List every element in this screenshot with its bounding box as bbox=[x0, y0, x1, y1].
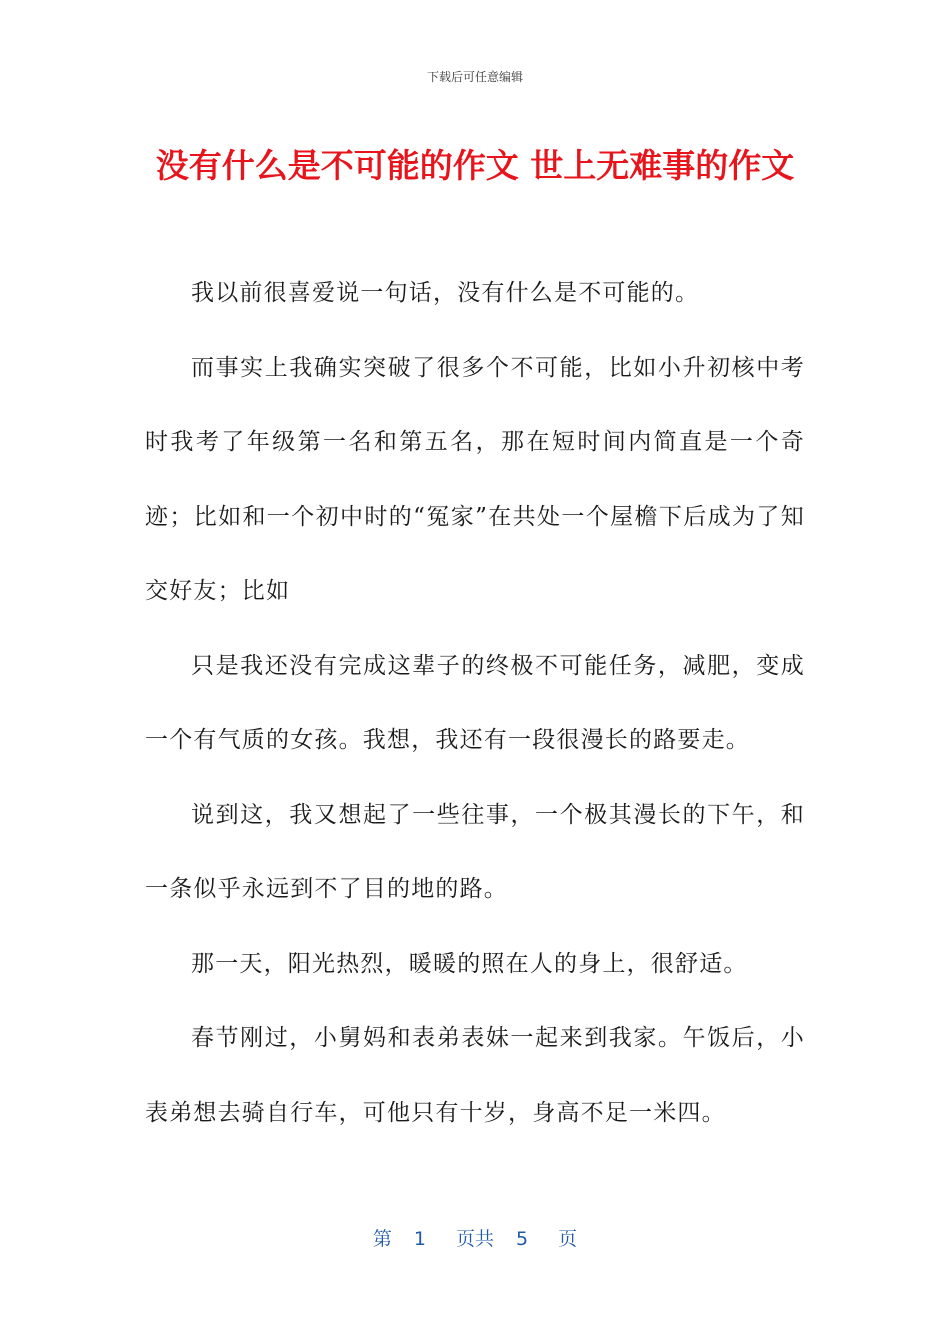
footer-middle: 页共 bbox=[455, 1228, 494, 1250]
header-note: 下载后可任意编辑 bbox=[426, 70, 523, 84]
paragraph-5: 那一天，阳光热烈，暖暖的照在人的身上，很舒适。 bbox=[191, 950, 748, 977]
footer-total-pages: 5 bbox=[516, 1228, 529, 1250]
footer-current-page: 1 bbox=[413, 1228, 426, 1250]
paragraph-2: 而事实上我确实突破了很多个不可能，比如小升初核中考时我考了年级第一名和第五名，那在短时间内简直是一个奇迹；比如和一个初中时的“冤家”在共处一个屋檐下后成为了知交好友；比如 bbox=[145, 354, 805, 604]
footer-prefix: 第 bbox=[372, 1228, 392, 1250]
page-number-footer bbox=[0, 1224, 950, 1251]
document-title: 没有什么是不可能的作文 世上无难事的作文 bbox=[155, 146, 795, 185]
paragraph-4: 说到这，我又想起了一些往事，一个极其漫长的下午，和一条似乎永远到不了目的地的路。 bbox=[145, 801, 805, 902]
paragraph-6: 春节刚过，小舅妈和表弟表妹一起来到我家。午饭后，小表弟想去骑自行车，可他只有十岁，身高不足一米四。 bbox=[145, 1025, 805, 1126]
document-body bbox=[145, 256, 805, 1150]
paragraph-1: 我以前很喜爱说一句话，没有什么是不可能的。 bbox=[191, 280, 700, 306]
paragraph-3: 只是我还没有完成这辈子的终极不可能任务，减肥，变成一个有气质的女孩。我想，我还有一段很漫长的路要走。 bbox=[145, 652, 805, 753]
footer-suffix: 页 bbox=[558, 1228, 578, 1250]
